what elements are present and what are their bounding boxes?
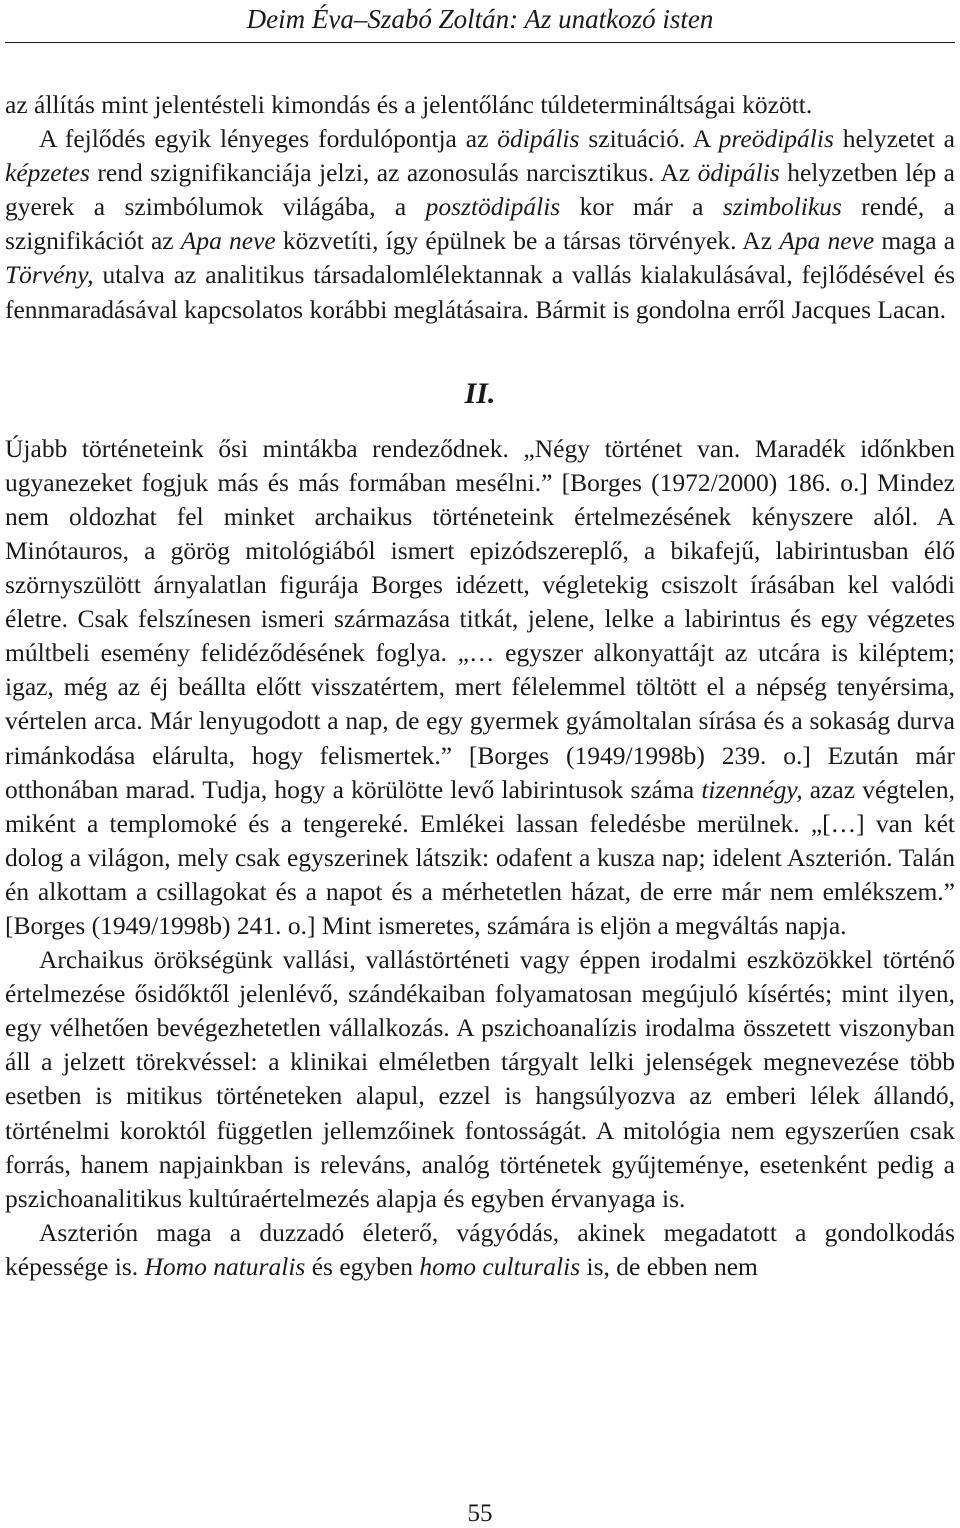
paragraph-1: az állítás mint jelentésteli kimondás és a jelentőlánc túldetermináltságai között. [5,90,813,119]
header-rule [5,42,955,43]
running-head: Deim Éva–Szabó Zoltán: Az unatkozó isten [246,4,714,34]
paragraph-3: Újabb történeteink ősi mintákba rendeződnek. „Négy történet van. Maradék időnkben ugyanezeket fogjuk más és más formában mesélni.” [Borges (1972/2000) 186. o.] Mindez nem oldozhat fel minket archaikus történeteink értelmezésének kényszere alól. A Minótauros, a görög mitológiából ismert epizódszereplő, a bikafejű, labirintusban élő szörnyszülött árnyalatlan figurája Borges idézett, végletekig csiszolt írásában kel valódi életre. Csak felszínesen ismeri származása titkát, jelene, lelke a labirintus és egy végzetes múltbeli esemény felidéződésének foglya. „… egyszer alkonyattájt az utcára is kiléptem; igaz, még az éj beállta előtt visszatértem, mert félelemmel töltött el a népség tenyérsima, vértelen arca. Már lenyugodott a nap, de egy gyermek gyámoltalan sírása és a sokaság durva rimánkodása elárulta, hogy felismertek.” [Borges (1949/1998b) 239. o.] Ezután már otthonában marad. Tudja, hogy a körülötte levő labirintusok száma tizennégy, azaz végtelen, miként a templomoké és a tengereké. Emlékei lassan feledésbe merülnek. „[…] van két dolog a világon, mely csak egyszerinek látszik: odafent a kusza nap; idelent Aszterión. Talán én alkottam a csillagokat és a napot és a mérhetetlen házat, de erre már nem emlékszem.” [Borges (1949/1998b) 241. o.] Mint ismeretes, számára is eljön a megváltás napja. [5,433,955,940]
section-heading: II. [464,376,496,410]
page-number: 55 [467,1500,493,1527]
paragraph-5: Aszterión maga a duzzadó életerő, vágyódás, akinek megadatott a gondolkodás képessége is. Homo naturalis és egyben homo culturalis is, de ebben nem [5,1217,955,1281]
paragraph-2: A fejlődés egyik lényeges fordulópontja az ödipális szituáció. A preödipális helyzetet a képzetes rend szignifikanciája jelzi, az azonosulás narcisztikus. Az ödipális helyzetben lép a gyerek a szimbólumok világába, a posztödipális kor már a szimbolikus rendé, a szignifikációt az Apa neve közvetíti, így épülnek be a társas törvények. Az Apa neve maga a Törvény, utalva az analitikus társadalomlélektannak a vallás kialakulásával, fejlődésével és fennmaradásával kapcsolatos korábbi meglátásaira. Bármit is gondolna erről Jacques Lacan. [5,124,956,324]
paragraph-4: Archaikus örökségünk vallási, vallástörténeti vagy éppen irodalmi eszközökkel történő értelmezése ősidőktől jelenlévő, szándékaiban folyamatosan megújuló kísértés; mint ilyen, egy vélhetően bevégezhetetlen vállalkozás. A pszichoanalízis irodalma összetett viszonyban áll a jelzett törekvéssel: a klinikai elméletben tárgyalt lelki jelenségek megnevezése több esetben is mitikus történeteken alapul, ezzel is hangsúlyozva az emberi lélek állandó, történelmi koroktól független jellemzőinek fontosságát. A mitológia nem egyszerűen csak forrás, hanem napjainkban is releváns, analóg történetek gyűjteménye, esetenként pedig a pszichoanalitikus kultúraértelmezés alapja és egyben érvanyaga is. [5,945,955,1213]
body-text [5,88,955,1284]
